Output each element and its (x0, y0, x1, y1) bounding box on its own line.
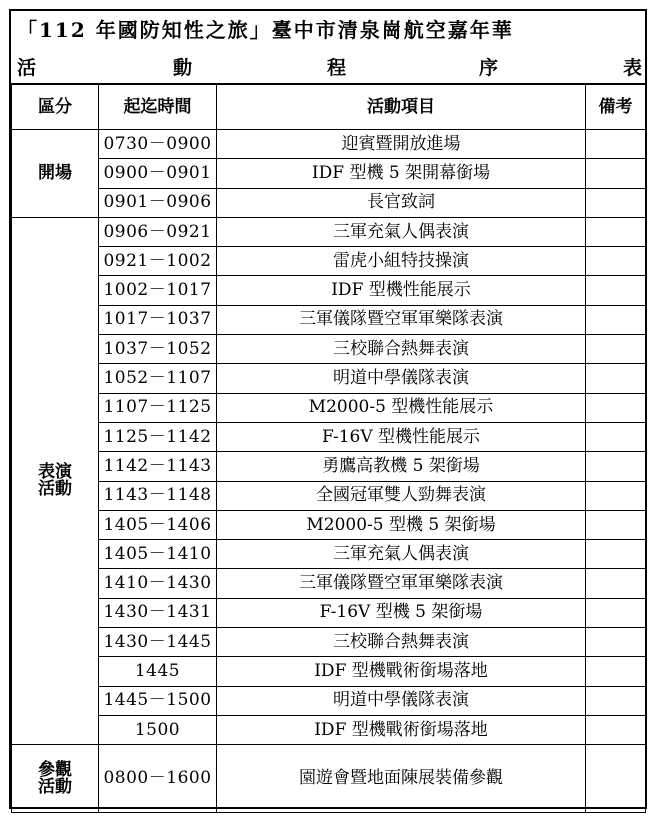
column-header-section: 區分 (12, 84, 99, 130)
table-row (12, 217, 646, 246)
note-cell (586, 540, 646, 569)
note-cell (586, 657, 646, 686)
table-row (12, 510, 646, 539)
time-cell: 1405－1410 (99, 540, 217, 569)
note-cell (586, 628, 646, 657)
time-cell: 1445 (99, 657, 217, 686)
subtitle-char: 動 (173, 57, 193, 79)
table-row (12, 628, 646, 657)
note-cell (586, 335, 646, 364)
table-row (12, 452, 646, 481)
activity-cell: 三軍充氣人偶表演 (217, 540, 586, 569)
activity-cell: 三軍充氣人偶表演 (217, 217, 586, 246)
column-header-note: 備考 (586, 84, 646, 130)
note-cell (586, 598, 646, 627)
activity-cell: 三校聯合熱舞表演 (217, 335, 586, 364)
activity-cell: F-16V 型機 5 架銜場 (217, 598, 586, 627)
section-label (12, 130, 99, 218)
activity-cell: IDF 型機戰術銜場落地 (217, 657, 586, 686)
time-cell: 0901－0906 (99, 188, 217, 217)
activity-cell: 三軍儀隊暨空軍軍樂隊表演 (217, 305, 586, 334)
note-cell (586, 305, 646, 334)
note-cell (586, 745, 646, 813)
page-title: 「112 年國防知性之旅」臺中市清泉崗航空嘉年華 (17, 18, 514, 42)
table-row (12, 540, 646, 569)
note-cell (586, 686, 646, 715)
activity-cell: IDF 型機性能展示 (217, 276, 586, 305)
note-cell (586, 569, 646, 598)
time-cell: 0730－0900 (99, 130, 217, 159)
activity-cell: 雷虎小組特技操演 (217, 247, 586, 276)
activity-cell: 全國冠軍雙人勁舞表演 (217, 481, 586, 510)
table-row (12, 276, 646, 305)
activity-cell: M2000-5 型機性能展示 (217, 393, 586, 422)
title-row (11, 11, 645, 47)
activity-cell: F-16V 型機性能展示 (217, 422, 586, 451)
table-header-row (12, 84, 646, 130)
note-cell (586, 247, 646, 276)
time-cell: 0800－1600 (99, 745, 217, 813)
table-row (12, 657, 646, 686)
table-row (12, 188, 646, 217)
table-row (12, 569, 646, 598)
activity-cell: 三校聯合熱舞表演 (217, 628, 586, 657)
table-row (12, 305, 646, 334)
schedule-table (11, 83, 646, 813)
table-row (12, 481, 646, 510)
subtitle-char: 活 (17, 57, 37, 79)
table-row (12, 745, 646, 813)
note-cell (586, 364, 646, 393)
note-cell (586, 422, 646, 451)
table-row (12, 159, 646, 188)
section-label (12, 217, 99, 744)
note-cell (586, 452, 646, 481)
time-cell: 1142－1143 (99, 452, 217, 481)
activity-cell: 明道中學儀隊表演 (217, 686, 586, 715)
table-row (12, 247, 646, 276)
subtitle-char: 表 (623, 57, 643, 79)
time-cell: 1445－1500 (99, 686, 217, 715)
section-label (12, 745, 99, 813)
subtitle-char: 序 (479, 57, 499, 79)
table-row (12, 598, 646, 627)
section-label-line: 參觀 (38, 759, 72, 780)
section-label-line: 活動 (38, 776, 72, 797)
note-cell (586, 130, 646, 159)
time-cell: 1430－1431 (99, 598, 217, 627)
activity-cell: 迎賓暨開放進場 (217, 130, 586, 159)
time-cell: 0906－0921 (99, 217, 217, 246)
note-cell (586, 276, 646, 305)
schedule-sheet (9, 9, 647, 809)
table-row (12, 715, 646, 744)
time-cell: 1405－1406 (99, 510, 217, 539)
schedule-body (12, 130, 646, 813)
column-header-item: 活動項目 (217, 84, 586, 130)
time-cell: 1017－1037 (99, 305, 217, 334)
note-cell (586, 393, 646, 422)
activity-cell: IDF 型機戰術銜場落地 (217, 715, 586, 744)
subtitle-char: 程 (327, 57, 347, 79)
time-cell: 0921－1002 (99, 247, 217, 276)
note-cell (586, 715, 646, 744)
time-cell: 1107－1125 (99, 393, 217, 422)
time-cell: 1143－1148 (99, 481, 217, 510)
activity-cell: 三軍儀隊暨空軍軍樂隊表演 (217, 569, 586, 598)
time-cell: 1052－1107 (99, 364, 217, 393)
time-cell: 1500 (99, 715, 217, 744)
note-cell (586, 481, 646, 510)
note-cell (586, 217, 646, 246)
subtitle-row (11, 47, 645, 83)
activity-cell: 園遊會暨地面陳展裝備參觀 (217, 745, 586, 813)
table-row (12, 686, 646, 715)
table-row (12, 335, 646, 364)
table-row (12, 130, 646, 159)
table-row (12, 393, 646, 422)
table-row (12, 364, 646, 393)
activity-cell: 勇鷹高教機 5 架銜場 (217, 452, 586, 481)
note-cell (586, 159, 646, 188)
time-cell: 0900－0901 (99, 159, 217, 188)
time-cell: 1037－1052 (99, 335, 217, 364)
section-label-line: 開場 (38, 162, 72, 183)
table-row (12, 422, 646, 451)
note-cell (586, 510, 646, 539)
time-cell: 1002－1017 (99, 276, 217, 305)
activity-cell: 長官致詞 (217, 188, 586, 217)
column-header-time: 起迄時間 (99, 84, 217, 130)
time-cell: 1410－1430 (99, 569, 217, 598)
activity-cell: M2000-5 型機 5 架銜場 (217, 510, 586, 539)
section-label-line: 表演 (38, 462, 72, 483)
section-label-line: 活動 (38, 479, 72, 500)
activity-cell: IDF 型機 5 架開幕銜場 (217, 159, 586, 188)
note-cell (586, 188, 646, 217)
time-cell: 1125－1142 (99, 422, 217, 451)
time-cell: 1430－1445 (99, 628, 217, 657)
activity-cell: 明道中學儀隊表演 (217, 364, 586, 393)
